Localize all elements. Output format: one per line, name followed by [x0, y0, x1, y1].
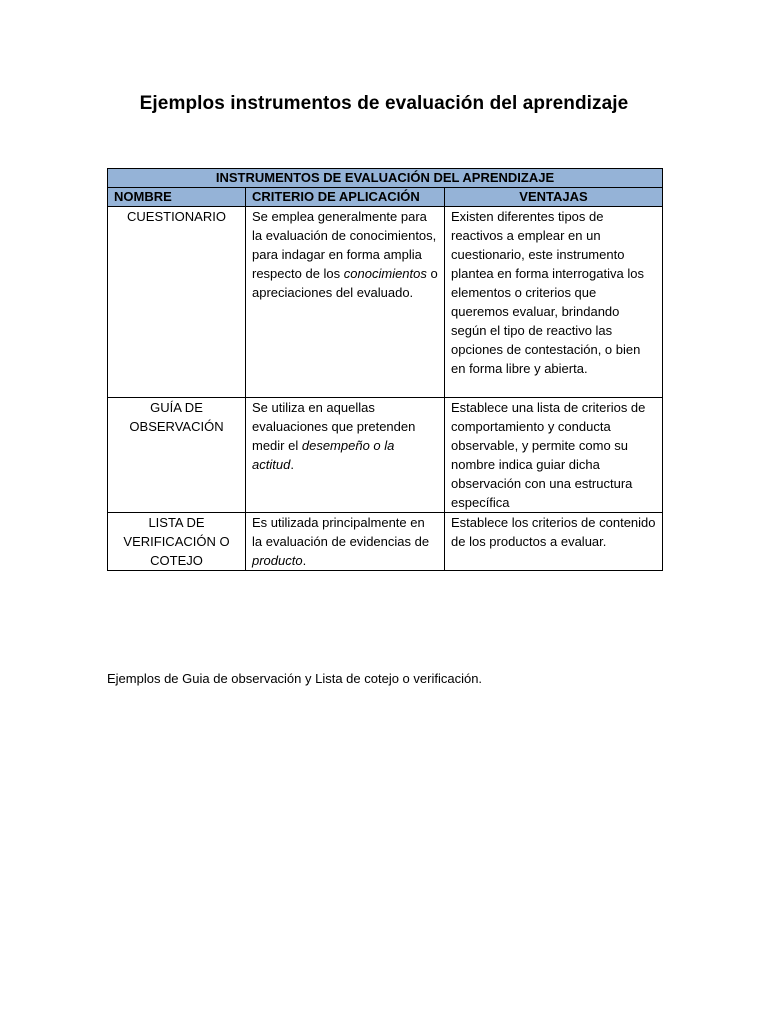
row-criterio [246, 513, 445, 571]
criterio-emphasis: conocimientos [343, 266, 427, 281]
document-title: Ejemplos instrumentos de evaluación del aprendizaje [139, 93, 629, 114]
criterio-text: Se utiliza en aquellas evaluaciones que pretenden medir el [252, 400, 416, 453]
row-ventajas: Existen diferentes tipos de reactivos a emplear en un cuestionario, este instrumento plantea en forma interrogativa los elementos o criterios que queremos evaluar, brindando según el tipo de reactivo las opciones de contestación, o bien en forma libre y abierta. [445, 207, 663, 398]
row-ventajas: Establece una lista de criterios de comportamiento y conducta observable, y permite como su nombre indica guiar dicha observación con una estructura específica [445, 398, 663, 513]
column-header-nombre: NOMBRE [108, 188, 246, 207]
row-name: LISTA DE VERIFICACIÓN O COTEJO [108, 513, 246, 571]
criterio-text: Se emplea generalmente para la evaluación de conocimientos, para indagar en forma amplia respecto de los [252, 209, 437, 281]
row-name: CUESTIONARIO [108, 207, 246, 398]
criterio-emphasis: desempeño o la actitud [252, 438, 395, 472]
row-name: GUÍA DE OBSERVACIÓN [108, 398, 246, 513]
footer-text: Ejemplos de Guia de observación y Lista de cotejo o verificación. [107, 671, 483, 686]
instruments-table [107, 168, 663, 571]
row-criterio [246, 207, 445, 398]
criterio-text: Es utilizada principalmente en la evaluación de evidencias de [252, 515, 430, 549]
column-header-ventajas: VENTAJAS [445, 188, 663, 207]
table-row [108, 513, 663, 571]
table-row [108, 207, 663, 398]
criterio-text-end: . [302, 553, 307, 568]
criterio-emphasis: producto [252, 553, 303, 568]
column-header-row [108, 188, 663, 207]
row-criterio [246, 398, 445, 513]
criterio-text-end: . [290, 457, 294, 472]
table-title-row [108, 169, 663, 188]
column-header-criterio: CRITERIO DE APLICACIÓN [246, 188, 445, 207]
criterio-text-end: o apreciaciones del evaluado. [252, 266, 438, 300]
table-title: INSTRUMENTOS DE EVALUACIÓN DEL APRENDIZAJE [108, 169, 663, 188]
row-ventajas: Establece los criterios de contenido de los productos a evaluar. [445, 513, 663, 571]
table-row [108, 398, 663, 513]
